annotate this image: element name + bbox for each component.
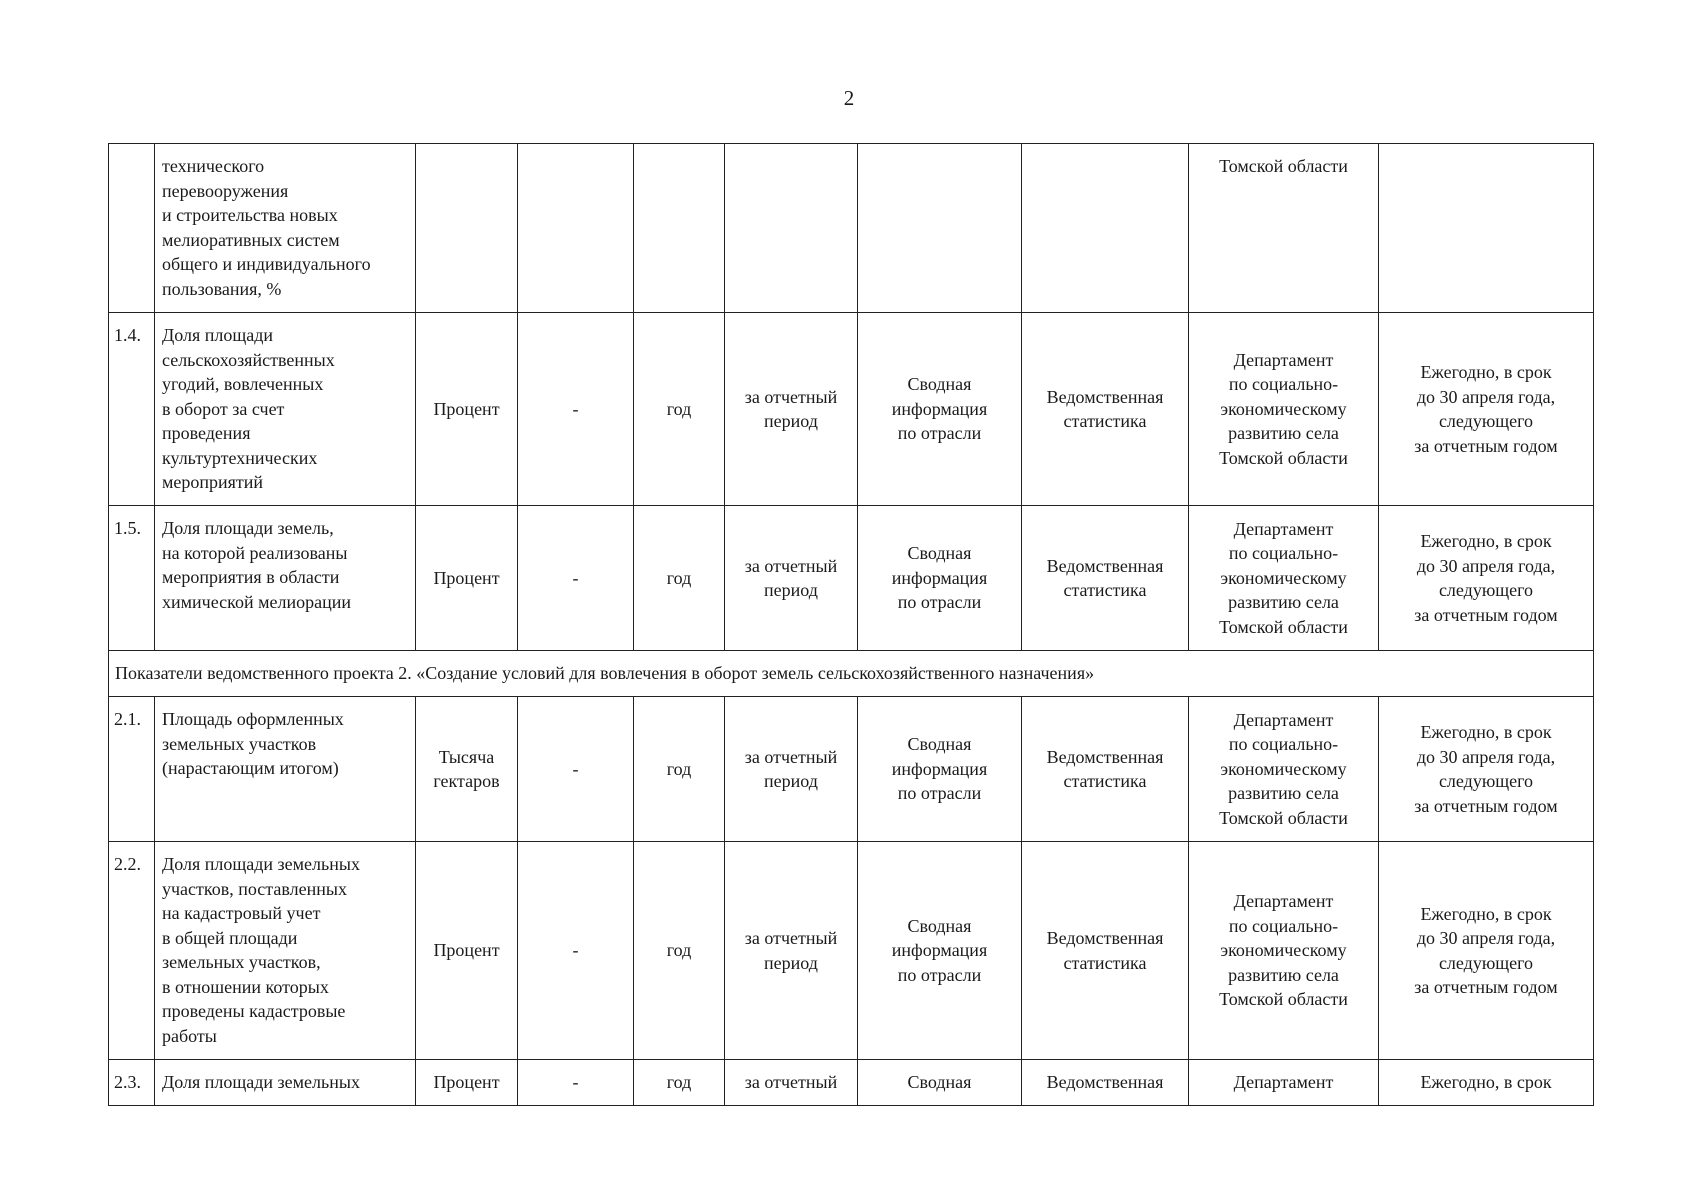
- cell-info: [858, 697, 1022, 842]
- cell-num: 2.3.: [109, 1060, 155, 1106]
- cell-text: Ежегодно, в срок до 30 апреля года, следующего за отчетным годом: [1414, 903, 1558, 997]
- cell-num: 2.2.: [109, 842, 155, 1060]
- table-row: [109, 506, 1594, 651]
- cell-period: [725, 144, 858, 313]
- cell-text: за отчетный период: [744, 386, 838, 431]
- cell-text: Департамент по социально- экономическому развитию села Томской области: [1219, 349, 1348, 468]
- cell-text: за отчетный период: [744, 746, 838, 791]
- cell-dash: -: [518, 313, 634, 506]
- cell-dash: -: [518, 697, 634, 842]
- section-header-row: [109, 651, 1594, 697]
- section-header: Показатели ведомственного проекта 2. «Создание условий для вовлечения в оборот земель сельскохозяйственного назначения»: [109, 651, 1594, 697]
- cell-responsible: [1189, 506, 1379, 651]
- cell-text: Ежегодно, в срок до 30 апреля года, следующего за отчетным годом: [1414, 362, 1558, 456]
- cell-text: Доля площади земельных участков, поставленных на кадастровый учет в общей площади земельных участков, в отношении которых проведены кадастровые работы: [162, 854, 360, 1046]
- table-row: [109, 842, 1594, 1060]
- cell-name: [155, 842, 416, 1060]
- cell-text: Доля площади сельскохозяйственных угодий, вовлеченных в оборот за счет проведения культуртехнических мероприятий: [162, 325, 335, 492]
- cell-num: 1.5.: [109, 506, 155, 651]
- cell-text: Сводная информация по отрасли: [891, 915, 988, 985]
- cell-text: Ежегодно, в срок до 30 апреля года, следующего за отчетным годом: [1414, 531, 1558, 625]
- cell-info: [858, 842, 1022, 1060]
- cell-text: Департамент по социально- экономическому развитию села Томской области: [1219, 709, 1348, 828]
- table-row-continuation: [109, 144, 1594, 313]
- cell-text: Процент: [433, 940, 500, 961]
- cell-periodicity: [634, 144, 725, 313]
- cell-unit: [416, 842, 518, 1060]
- table-row: [109, 697, 1594, 842]
- cell-name: [155, 697, 416, 842]
- cell-responsible: [1189, 842, 1379, 1060]
- cell-text: Ежегодно, в срок до 30 апреля года, следующего за отчетным годом: [1414, 722, 1558, 816]
- cell-name: [155, 506, 416, 651]
- cell-info: Сводная: [858, 1060, 1022, 1106]
- table-row: [109, 1060, 1594, 1106]
- cell-unit: [416, 144, 518, 313]
- cell-text: Департамент по социально- экономическому развитию села Томской области: [1219, 518, 1348, 637]
- cell-name: Доля площади земельных: [155, 1060, 416, 1106]
- cell-text: Ведомственная статистика: [1046, 555, 1164, 600]
- cell-text: за отчетный период: [744, 555, 838, 600]
- cell-num: 2.1.: [109, 697, 155, 842]
- cell-name: [155, 144, 416, 313]
- cell-periodicity: год: [634, 1060, 725, 1106]
- cell-periodicity: год: [634, 506, 725, 651]
- cell-text: Ведомственная статистика: [1046, 928, 1164, 973]
- cell-text: Департамент по социально- экономическому развитию села Томской области: [1219, 891, 1348, 1010]
- cell-text: Процент: [433, 567, 500, 588]
- page-number: 2: [843, 86, 855, 110]
- cell-info: [858, 313, 1022, 506]
- cell-responsible: [1189, 313, 1379, 506]
- cell-unit: [416, 697, 518, 842]
- cell-source: [1022, 697, 1189, 842]
- cell-periodicity: год: [634, 313, 725, 506]
- cell-source: [1022, 313, 1189, 506]
- cell-text: Процент: [433, 398, 500, 419]
- cell-responsible: [1189, 144, 1379, 313]
- cell-text: Сводная информация по отрасли: [891, 734, 988, 804]
- cell-text: технического перевооружения и строительства новых мелиоративных систем общего и индивидуального пользования, %: [162, 156, 371, 299]
- cell-info: [858, 144, 1022, 313]
- cell-responsible: [1189, 697, 1379, 842]
- cell-dash: [518, 144, 634, 313]
- cell-text: Площадь оформленных земельных участков (нарастающим итогом): [162, 709, 344, 778]
- cell-unit: [416, 506, 518, 651]
- cell-dash: -: [518, 506, 634, 651]
- cell-period: [725, 842, 858, 1060]
- cell-num: 1.4.: [109, 313, 155, 506]
- cell-deadline: Ежегодно, в срок: [1379, 1060, 1594, 1106]
- cell-periodicity: год: [634, 842, 725, 1060]
- cell-text: Тысяча гектаров: [433, 746, 500, 791]
- cell-period: за отчетный: [725, 1060, 858, 1106]
- cell-source: [1022, 842, 1189, 1060]
- cell-period: [725, 313, 858, 506]
- cell-text: за отчетный период: [744, 928, 838, 973]
- cell-unit: [416, 313, 518, 506]
- table-row: [109, 313, 1594, 506]
- cell-deadline: [1379, 144, 1594, 313]
- cell-text: Ведомственная статистика: [1046, 386, 1164, 431]
- cell-text: Томской области: [1219, 156, 1348, 176]
- cell-text: Сводная информация по отрасли: [891, 543, 988, 613]
- cell-deadline: [1379, 697, 1594, 842]
- cell-text: Ведомственная статистика: [1046, 746, 1164, 791]
- cell-text: Доля площади земель, на которой реализованы мероприятия в области химической мелиорации: [162, 518, 351, 612]
- cell-unit: Процент: [416, 1060, 518, 1106]
- cell-dash: -: [518, 1060, 634, 1106]
- cell-source: Ведомственная: [1022, 1060, 1189, 1106]
- cell-source: [1022, 144, 1189, 313]
- cell-name: [155, 313, 416, 506]
- cell-deadline: [1379, 842, 1594, 1060]
- cell-source: [1022, 506, 1189, 651]
- cell-responsible: Департамент: [1189, 1060, 1379, 1106]
- cell-text: Сводная информация по отрасли: [891, 374, 988, 444]
- cell-period: [725, 697, 858, 842]
- cell-deadline: [1379, 313, 1594, 506]
- indicators-table: [108, 143, 1594, 1106]
- cell-deadline: [1379, 506, 1594, 651]
- cell-dash: -: [518, 842, 634, 1060]
- cell-info: [858, 506, 1022, 651]
- cell-period: [725, 506, 858, 651]
- cell-num: [109, 144, 155, 313]
- cell-periodicity: год: [634, 697, 725, 842]
